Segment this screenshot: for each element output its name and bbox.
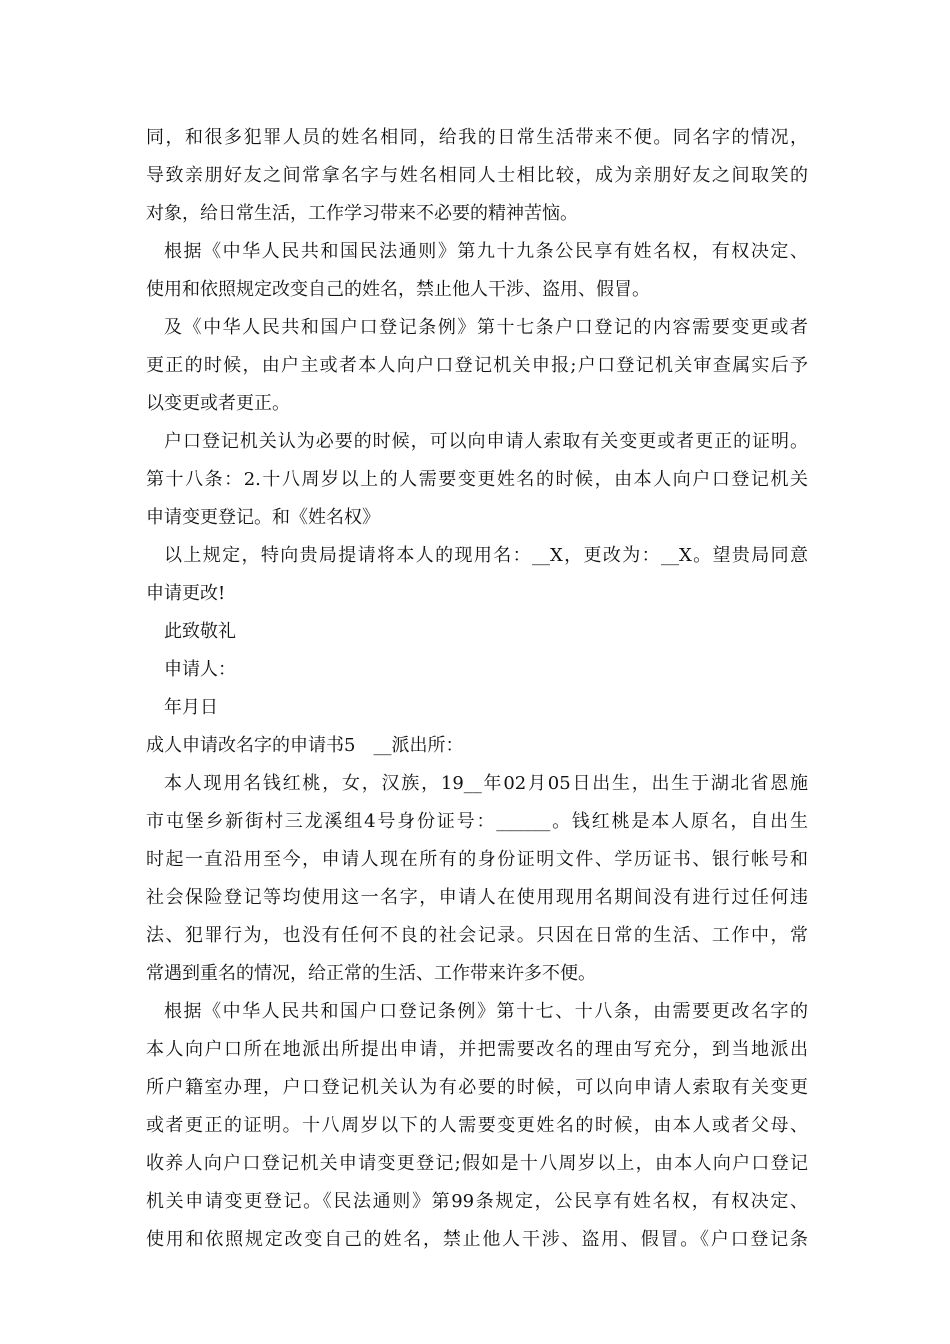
text-line: 更正的时候，由户主或者本人向户口登记机关申报;户口登记机关审查属实后予: [146, 355, 808, 376]
section-heading: 成人申请改名字的申请书5 __派出所：: [146, 735, 464, 756]
text-line: 机关申请变更登记。《民法通则》第99条规定，公民享有姓名权，有权决定、: [146, 1191, 808, 1212]
text-line: 市屯堡乡新街村三龙溪组4号身份证号：______。钱红桃是本人原名，自出生: [146, 811, 808, 832]
paragraph-start-line: 及《中华人民共和国户口登记条例》第十七条户口登记的内容需要变更或者: [164, 317, 808, 338]
text-line: 或者更正的证明。十八周岁以下的人需要变更姓名的时候，由本人或者父母、: [146, 1115, 808, 1136]
text-line: 所户籍室办理，户口登记机关认为有必要的时候，可以向申请人索取有关变更: [146, 1077, 808, 1098]
salutation-line: 此致敬礼: [164, 621, 236, 642]
text-line: 第十八条：2.十八周岁以上的人需要变更姓名的时候，由本人向户口登记机关: [146, 469, 808, 490]
date-line: 年月日: [164, 697, 218, 718]
text-line: 收养人向户口登记机关申请变更登记;假如是十八周岁以上，由本人向户口登记: [146, 1153, 808, 1174]
paragraph-start-line: 以上规定，特向贵局提请将本人的现用名：__X，更改为：__X。望贵局同意: [164, 545, 808, 566]
text-line: 导致亲朋好友之间常拿名字与姓名相同人士相比较，成为亲朋好友之间取笑的: [146, 165, 808, 186]
paragraph-start-line: 根据《中华人民共和国民法通则》第九十九条公民享有姓名权，有权决定、: [164, 241, 808, 262]
applicant-line: 申请人：: [164, 659, 236, 680]
text-line: 申请更改!: [146, 583, 226, 604]
paragraph-start-line: 根据《中华人民共和国户口登记条例》第十七、十八条，由需要更改名字的: [164, 1001, 808, 1022]
text-line: 以变更或者更正。: [146, 393, 290, 414]
document-page: [146, 119, 808, 1259]
text-line: 使用和依照规定改变自己的姓名，禁止他人干涉、盗用、假冒。: [146, 279, 650, 300]
paragraph-start-line: 户口登记机关认为必要的时候，可以向申请人索取有关变更或者更正的证明。: [164, 431, 808, 452]
text-line: 本人向户口所在地派出所提出申请，并把需要改名的理由写充分，到当地派出: [146, 1039, 808, 1060]
text-line: 申请变更登记。和《姓名权》: [146, 507, 380, 528]
text-line: 社会保险登记等均使用这一名字，申请人在使用现用名期间没有进行过任何违: [146, 887, 808, 908]
paragraph-start-line: 本人现用名钱红桃，女，汉族，19__年02月05日出生，出生于湖北省恩施: [164, 773, 808, 794]
text-line: 对象，给日常生活，工作学习带来不必要的精神苦恼。: [146, 203, 578, 224]
text-line: 法、犯罪行为，也没有任何不良的社会记录。只因在日常的生活、工作中，常: [146, 925, 808, 946]
text-line: 同，和很多犯罪人员的姓名相同，给我的日常生活带来不便。同名字的情况，: [146, 127, 808, 148]
text-line: 时起一直沿用至今，申请人现在所有的身份证明文件、学历证书、银行帐号和: [146, 849, 808, 870]
text-line: 常遇到重名的情况，给正常的生活、工作带来许多不便。: [146, 963, 596, 984]
text-line: 使用和依照规定改变自己的姓名，禁止他人干涉、盗用、假冒。《户口登记条: [146, 1229, 808, 1250]
